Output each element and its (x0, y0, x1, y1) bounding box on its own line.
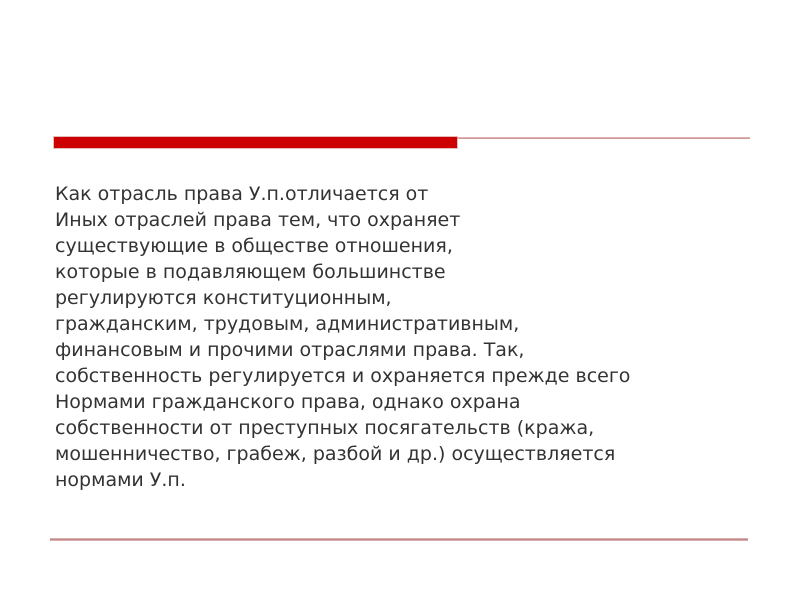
text-line: Иных отраслей права тем, что охраняет (55, 209, 461, 231)
top-rule (457, 137, 750, 139)
text-line: Нормами гражданского права, однако охрана (55, 391, 521, 413)
accent-bar (53, 136, 458, 149)
text-line: собственность регулируется и охраняется прежде всего (55, 365, 631, 387)
slide-body-text (55, 181, 755, 493)
text-line: гражданским, трудовым, административным, (55, 313, 520, 335)
text-line: собственности от преступных посягательств (кража, (55, 417, 595, 439)
text-line: которые в подавляющем большинстве (55, 261, 446, 283)
text-line: существующие в обществе отношения, (55, 235, 453, 257)
text-line: финансовым и прочими отраслями права. Так, (55, 339, 525, 361)
text-line: мошенничество, грабеж, разбой и др.) осуществляется (55, 443, 616, 465)
bottom-rule (50, 538, 748, 541)
text-line: регулируются конституционным, (55, 287, 392, 309)
text-line: нормами У.п. (55, 469, 186, 491)
text-line: Как отрасль права У.п.отличается от (55, 183, 429, 205)
